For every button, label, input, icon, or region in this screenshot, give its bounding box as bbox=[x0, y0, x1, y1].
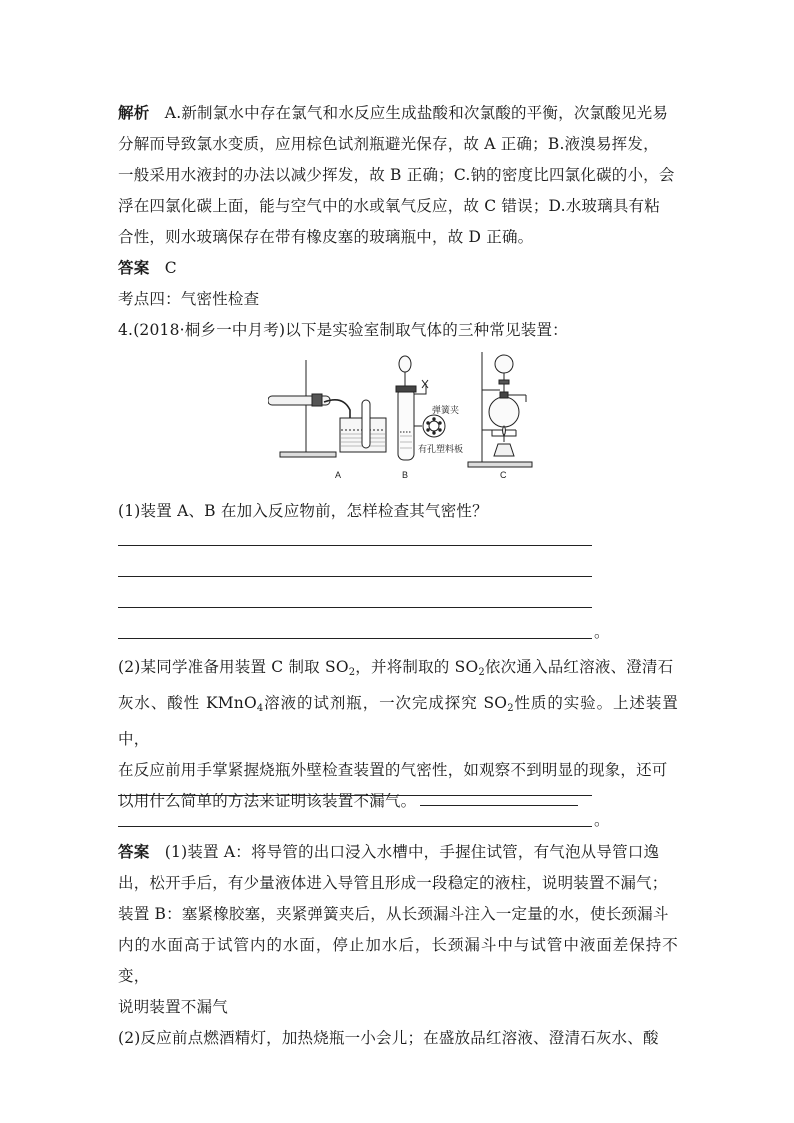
answer-blank-line[interactable] bbox=[118, 638, 592, 639]
apparatus-a-drawing bbox=[268, 360, 386, 457]
part-2-text: 以用什么简单的方法来证明该装置不漏气。 bbox=[118, 792, 417, 810]
subscript: 4 bbox=[256, 703, 264, 714]
answer-2-line-3: 装置 B：塞紧橡胶塞，夹紧弹簧夹后，从长颈漏斗注入一定量的水，使长颈漏斗 bbox=[118, 905, 669, 923]
answer-2-line-2: 出，松开手后，有少量液体进入导管且形成一段稳定的液柱，说明装置不漏气； bbox=[118, 874, 668, 892]
figure-label-b: B bbox=[402, 470, 409, 480]
subscript: 2 bbox=[478, 667, 485, 678]
figure-label-a: A bbox=[335, 470, 342, 480]
answer-2-line-4: 内的水面高于试管内的水面，停止加水后，长颈漏斗中与试管中液面差保持不变， bbox=[118, 936, 678, 985]
answer-blank-inline[interactable] bbox=[420, 791, 578, 806]
answer-2-line-5: 说明装置不漏气 bbox=[118, 998, 228, 1016]
part-2-text: 溶液的试剂瓶，一次完成探究 SO bbox=[263, 694, 508, 712]
answer-blank-line[interactable] bbox=[118, 826, 592, 827]
apparatus-c-drawing bbox=[468, 352, 532, 467]
answer-2 bbox=[118, 837, 678, 1054]
answer-1-label: 答案 bbox=[118, 259, 150, 277]
period-mark: 。 bbox=[594, 623, 610, 641]
answer-2-line-1: (1)装置 A：将导管的出口浸入水槽中，手握住试管，有气泡从导管口逸 bbox=[164, 843, 660, 861]
figure-label-spring-clip: 弹簧夹 bbox=[432, 405, 460, 415]
answer-blank-line[interactable] bbox=[118, 607, 592, 608]
part-2-text: (2)某同学准备用装置 C 制取 SO bbox=[118, 658, 349, 676]
answer-blank-line[interactable] bbox=[118, 576, 592, 577]
answer-2-line-6: (2)反应前点燃酒精灯，加热烧瓶一小会儿；在盛放品红溶液、澄清石灰水、酸 bbox=[118, 1029, 659, 1047]
analysis-line-3: 一般采用水液封的办法以减少挥发，故 B 正确；C.钠的密度比四氯化碳的小，会 bbox=[118, 166, 675, 184]
part-2-text: 依次通入品红溶液、澄清石 bbox=[484, 658, 674, 676]
part-2-text: ，并将制取的 SO bbox=[355, 658, 479, 676]
part-2-text: 性质的实验。上述装置中， bbox=[118, 694, 678, 748]
apparatus-figure bbox=[268, 350, 538, 486]
analysis-line-5: 合性，则水玻璃保存在带有橡皮塞的玻璃瓶中，故 D 正确。 bbox=[118, 228, 534, 246]
analysis-line-1: A.新制氯水中存在氯气和水反应生成盐酸和次氯酸的平衡，次氯酸见光易 bbox=[164, 104, 669, 122]
answer-blank-line[interactable] bbox=[118, 795, 592, 796]
analysis-paragraph bbox=[118, 98, 678, 253]
answer-blank-line[interactable] bbox=[118, 545, 592, 546]
question-4-stem: 4.(2018·桐乡一中月考)以下是实验室制取气体的三种常见装置： bbox=[118, 321, 568, 339]
figure-label-plate: 有孔塑料板 bbox=[418, 444, 464, 454]
subscript: 2 bbox=[348, 667, 356, 678]
answer-1 bbox=[118, 253, 678, 284]
question-4-part-1: (1)装置 A、B 在加入反应物前，怎样检查其气密性？ bbox=[118, 502, 488, 520]
subscript: 2 bbox=[507, 703, 514, 714]
answer-2-label: 答案 bbox=[118, 843, 150, 861]
question-4-part-2 bbox=[118, 652, 678, 817]
analysis-label: 解析 bbox=[118, 104, 150, 122]
section-heading: 考点四：气密性检查 bbox=[118, 290, 260, 308]
figure-label-c: C bbox=[500, 470, 507, 480]
analysis-line-4: 浮在四氯化碳上面，能与空气中的水或氧气反应，故 C 错误；D.水玻璃具有粘 bbox=[118, 197, 660, 215]
part-2-text: 灰水、酸性 KMnO bbox=[118, 694, 257, 712]
analysis-line-2: 分解而导致氯水变质，应用棕色试剂瓶避光保存，故 A 正确；B.液溴易挥发， bbox=[118, 135, 659, 153]
answer-1-value: C bbox=[164, 259, 177, 277]
period-mark: 。 bbox=[594, 811, 610, 829]
part-2-text: 在反应前用手掌紧握烧瓶外壁检查装置的气密性，如观察不到明显的现象，还可 bbox=[118, 761, 668, 779]
